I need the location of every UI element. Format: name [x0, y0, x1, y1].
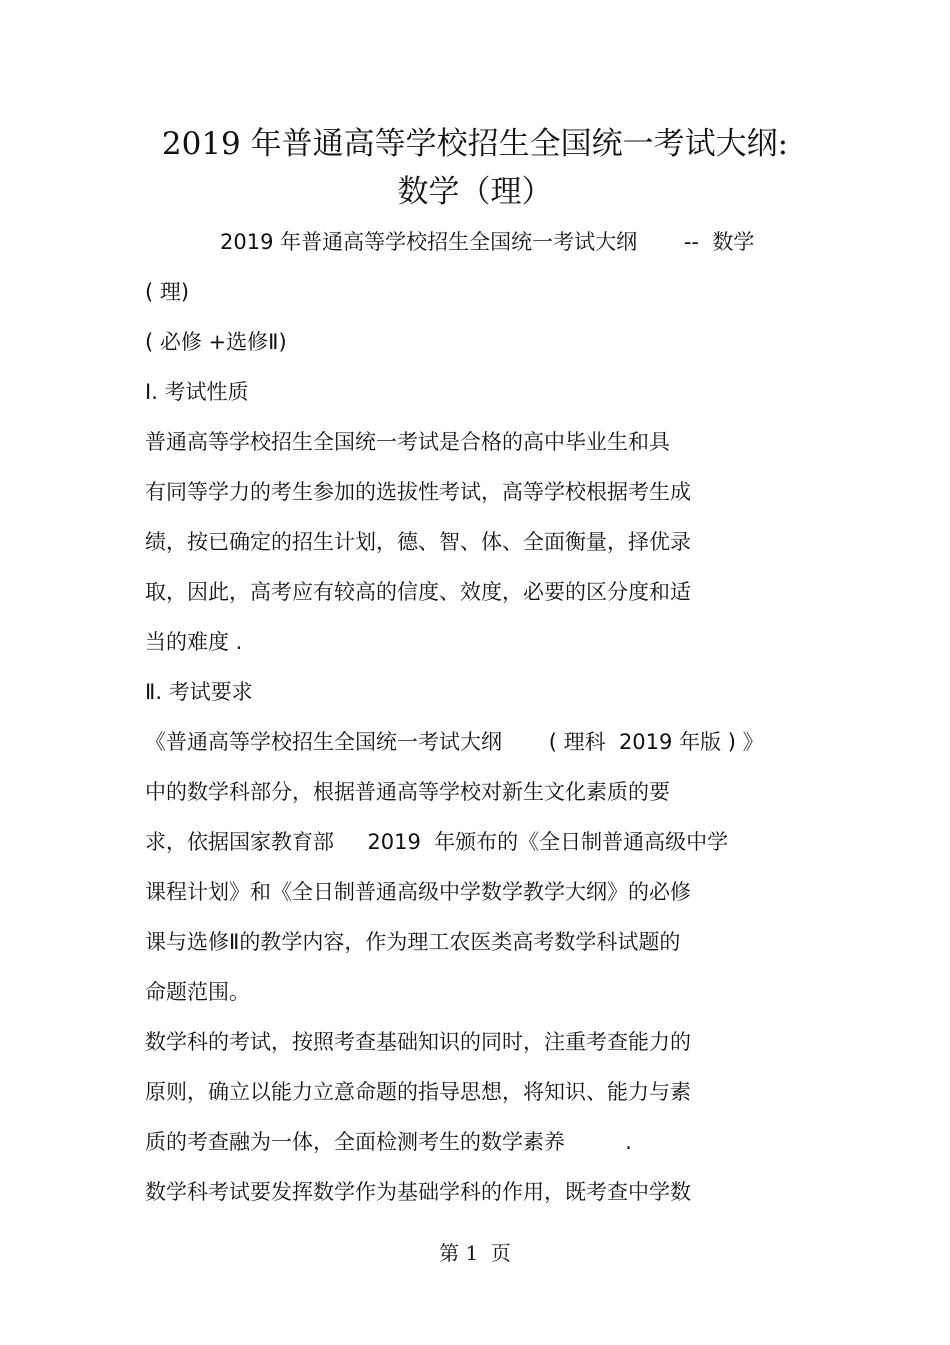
- paragraph-line: 中的数学科部分，根据普通高等学校对新生文化素质的要: [145, 780, 670, 804]
- paragraph-line: 数学科的考试，按照考查基础知识的同时，注重考查能力的: [145, 1030, 691, 1054]
- paragraph-line: 当的难度 .: [145, 630, 243, 654]
- section-heading-2: Ⅱ. 考试要求: [145, 680, 253, 704]
- paragraph-line: 课程计划》和《全日制普通高级中学数学教学大纲》的必修: [145, 880, 691, 904]
- paragraph-line: 求，依据国家教育部 2019 年颁布的《全日制普通高级中学: [145, 830, 729, 854]
- paragraph-line: 数学科考试要发挥数学作为基础学科的作用，既考查中学数: [145, 1180, 691, 1204]
- paragraph-line: 命题范围。: [145, 980, 250, 1004]
- subtitle-subject: ( 理): [145, 280, 190, 304]
- document-title-line-1: 2019 年普通高等学校招生全国统一考试大纲:: [161, 126, 789, 162]
- subtitle-line: 2019 年普通高等学校招生全国统一考试大纲 -- 数学: [220, 230, 755, 254]
- page-number-footer: 第 1 页: [439, 1241, 511, 1265]
- paragraph-line: 质的考查融为一体，全面检测考生的数学素养 .: [145, 1130, 632, 1154]
- subtitle-scope: ( 必修 +选修Ⅱ): [145, 330, 287, 354]
- paragraph-line: 绩，按已确定的招生计划，德、智、体、全面衡量，择优录: [145, 530, 691, 554]
- paragraph-line: 有同等学力的考生参加的选拔性考试，高等学校根据考生成: [145, 480, 691, 504]
- paragraph-line: 原则，确立以能力立意命题的指导思想，将知识、能力与素: [145, 1080, 691, 1104]
- paragraph-line: 《普通高等学校招生全国统一考试大纲 ( 理科 2019 年版 ) 》: [145, 730, 764, 754]
- paragraph-line: 普通高等学校招生全国统一考试是合格的高中毕业生和具: [145, 430, 670, 454]
- paragraph-line: 课与选修Ⅱ的教学内容，作为理工农医类高考数学科试题的: [145, 930, 681, 954]
- paragraph-line: 取，因此，高考应有较高的信度、效度，必要的区分度和适: [145, 580, 691, 604]
- section-heading-1: Ⅰ. 考试性质: [145, 380, 249, 404]
- document-title-line-2: 数学（理）: [397, 174, 553, 210]
